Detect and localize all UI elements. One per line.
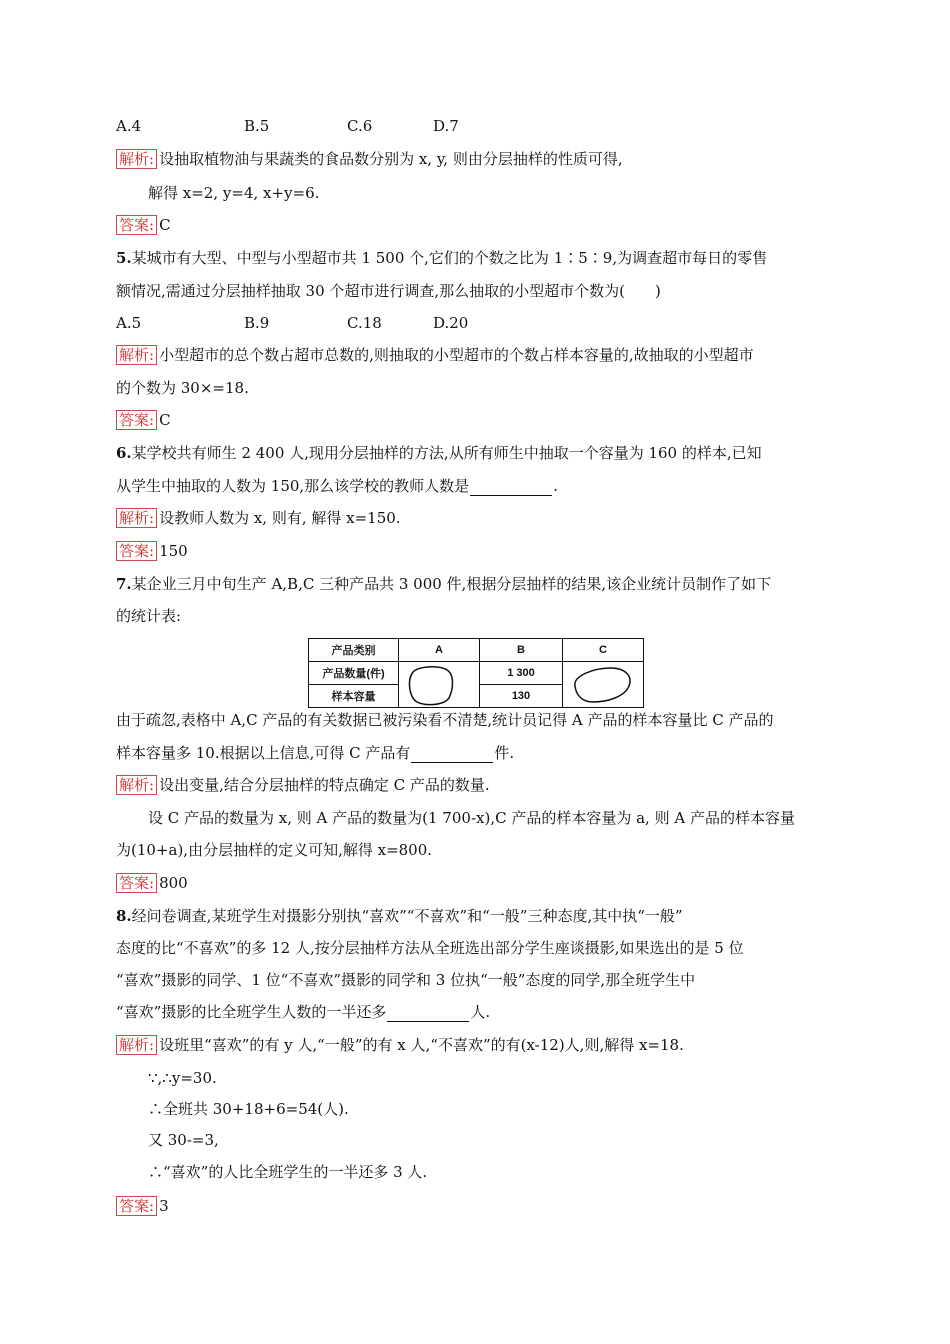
q8-text4b: 人. <box>470 1003 491 1021</box>
q7-stem-line4 <box>116 743 514 763</box>
q8-analysis-line2: ∵,∴y=30. <box>148 1069 217 1087</box>
q5-analysis <box>116 345 754 365</box>
table-header-cell: A <box>399 639 480 662</box>
q7-stem-line1 <box>116 574 771 594</box>
smudged-cell-a <box>399 662 480 708</box>
q6-stem-line2 <box>116 476 558 496</box>
q7-answer-blank <box>411 746 493 763</box>
table-cell: 130 <box>480 685 563 708</box>
q4-option-c: C.6 <box>347 117 373 135</box>
q8-answer <box>116 1196 169 1216</box>
analysis-tag: 解析: <box>116 1035 157 1055</box>
q8-stem-line2: 态度的比“不喜欢”的多 12 人,按分层抽样方法从全班选出部分学生座谈摄影,如果选出的是 5 位 <box>116 939 744 957</box>
q8-analysis-line5: ∴“喜欢”的人比全班学生的一半还多 3 人. <box>148 1163 428 1181</box>
analysis-tag: 解析: <box>116 345 157 365</box>
q4-option-a: A.4 <box>116 117 142 135</box>
q7-text1: 某企业三月中旬生产 A,B,C 三种产品共 3 000 件,根据分层抽样的结果,该企业统计员制作了如下 <box>131 575 772 593</box>
q4-analysis <box>116 149 623 169</box>
q5-analysis-text: 小型超市的总个数占超市总数的,则抽取的小型超市的个数占样本容量的,故抽取的小型超市 <box>159 346 754 364</box>
q5-answer <box>116 410 171 430</box>
q5-stem-line1 <box>116 248 767 268</box>
q6-analysis-text: 设教师人数为 x, 则有, 解得 x=150. <box>159 509 401 527</box>
q8-analysis-text: 设班里“喜欢”的有 y 人,“一般”的有 x 人,“不喜欢”的有(x-12)人,则,解得 x=18. <box>159 1036 684 1054</box>
table-header-cell: C <box>563 639 644 662</box>
analysis-tag: 解析: <box>116 775 157 795</box>
q8-stem-line3: “喜欢”摄影的同学、1 位“不喜欢”摄影的同学和 3 位执“一般”态度的同学,那全班学生中 <box>116 971 696 989</box>
q6-text1: 某学校共有师生 2 400 人,现用分层抽样的方法,从所有师生中抽取一个容量为 160 的样本,已知 <box>131 444 762 462</box>
q7-answer-text: 800 <box>159 874 188 892</box>
q8-analysis-line3: ∴全班共 30+18+6=54(人). <box>148 1100 349 1118</box>
q4-analysis-text: 设抽取植物油与果蔬类的食品数分别为 x, y, 则由分层抽样的性质可得, <box>159 150 623 168</box>
analysis-tag: 解析: <box>116 508 157 528</box>
q6-stem-line1 <box>116 443 762 463</box>
q6-analysis <box>116 508 401 528</box>
answer-tag: 答案: <box>116 215 157 235</box>
q4-option-d: D.7 <box>433 117 459 135</box>
answer-tag: 答案: <box>116 1196 157 1216</box>
q6-answer-text: 150 <box>159 542 188 560</box>
q4-answer-text: C <box>159 216 171 234</box>
q8-text4a: “喜欢”摄影的比全班学生人数的一半还多 <box>116 1003 387 1021</box>
q5-option-a: A.5 <box>116 314 142 332</box>
q7-text4a: 样本容量多 10.根据以上信息,可得 C 产品有 <box>116 744 411 762</box>
q8-stem-line4 <box>116 1002 490 1022</box>
q5-stem-line2: 额情况,需通过分层抽样抽取 30 个超市进行调查,那么抽取的小型超市个数为( ) <box>116 282 661 300</box>
q8-answer-text: 3 <box>159 1197 169 1215</box>
q7-analysis <box>116 775 490 795</box>
q8-analysis <box>116 1035 684 1055</box>
q4-option-b: B.5 <box>244 117 270 135</box>
q7-analysis-line2: 设 C 产品的数量为 x, 则 A 产品的数量为(1 700-x),C 产品的样本容量为 a, 则 A 产品的样本容量 <box>148 809 795 827</box>
q5-option-d: D.20 <box>433 314 469 332</box>
q4-analysis-line2: 解得 x=2, y=4, x+y=6. <box>148 184 320 202</box>
table-header-row <box>309 639 644 662</box>
q5-option-c: C.18 <box>347 314 382 332</box>
q5-answer-text: C <box>159 411 171 429</box>
q5-analysis-line2: 的个数为 30×=18. <box>116 379 249 397</box>
statistics-table <box>308 638 644 708</box>
table-row <box>309 662 644 685</box>
q6-text2a: 从学生中抽取的人数为 150,那么该学校的教师人数是 <box>116 477 470 495</box>
table-header-cell: 产品类别 <box>309 639 399 662</box>
table-header-cell: B <box>480 639 563 662</box>
q5-text1: 某城市有大型、中型与小型超市共 1 500 个,它们的个数之比为 1∶5∶9,为调查超市每日的零售 <box>131 249 768 267</box>
answer-tag: 答案: <box>116 541 157 561</box>
q7-analysis-text: 设出变量,结合分层抽样的特点确定 C 产品的数量. <box>159 776 490 794</box>
q6-answer <box>116 541 188 561</box>
q8-stem-line1 <box>116 906 683 926</box>
q7-answer <box>116 873 188 893</box>
ink-smudge-icon <box>563 662 643 708</box>
q8-text1: 经问卷调查,某班学生对摄影分别执“喜欢”“不喜欢”和“一般”三种态度,其中执“一般” <box>131 907 683 925</box>
analysis-tag: 解析: <box>116 149 157 169</box>
q8-answer-blank <box>387 1005 469 1022</box>
q4-answer <box>116 215 171 235</box>
q6-number: 6. <box>116 444 132 462</box>
ink-smudge-icon <box>399 662 479 708</box>
q7-text4b: 件. <box>494 744 515 762</box>
q8-number: 8. <box>116 907 132 925</box>
table-row-label: 产品数量(件) <box>309 662 399 685</box>
q8-analysis-line4: 又 30-=3, <box>148 1131 219 1149</box>
q7-analysis-line3: 为(10+a),由分层抽样的定义可知,解得 x=800. <box>116 841 433 859</box>
smudged-cell-c <box>563 662 644 708</box>
table-row-label: 样本容量 <box>309 685 399 708</box>
q7-stem-line3: 由于疏忽,表格中 A,C 产品的有关数据已被污染看不清楚,统计员记得 A 产品的样本容量比 C 产品的 <box>116 711 774 729</box>
table-cell: 1 300 <box>480 662 563 685</box>
answer-tag: 答案: <box>116 873 157 893</box>
q6-text2b: . <box>553 477 558 495</box>
q7-number: 7. <box>116 575 132 593</box>
answer-tag: 答案: <box>116 410 157 430</box>
q5-option-b: B.9 <box>244 314 270 332</box>
q6-answer-blank <box>470 479 552 496</box>
q7-stem-line2: 的统计表: <box>116 607 182 625</box>
q5-number: 5. <box>116 249 132 267</box>
